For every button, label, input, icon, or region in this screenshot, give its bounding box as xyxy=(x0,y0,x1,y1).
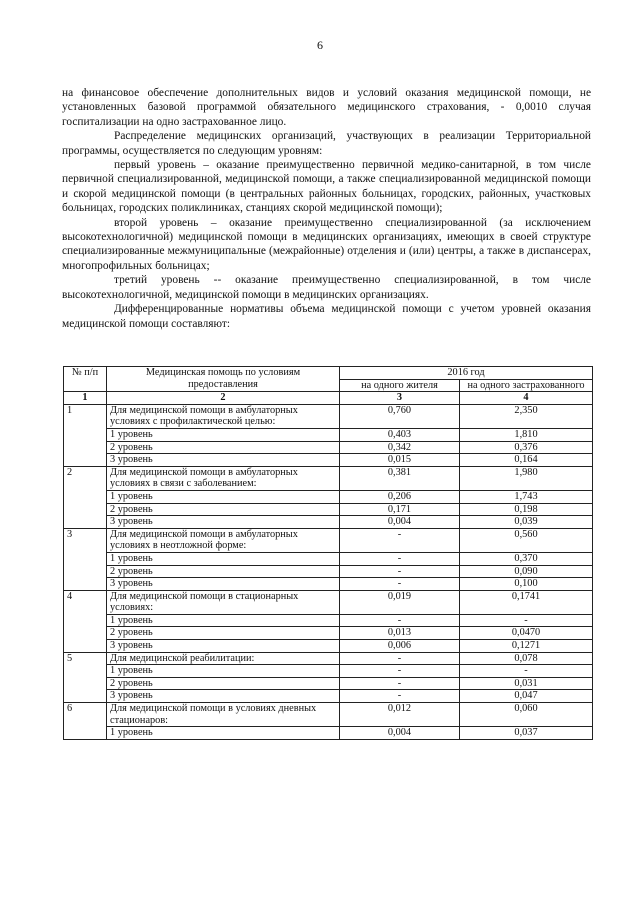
level-name: 2 уровень xyxy=(107,677,340,690)
value-per-resident: 0,381 xyxy=(340,466,460,490)
value-per-resident: 0,342 xyxy=(340,441,460,454)
value-per-resident: 0,206 xyxy=(340,490,460,503)
value-per-resident: 0,171 xyxy=(340,503,460,516)
header-per-resident: на одного жителя xyxy=(340,379,460,392)
value-per-resident: - xyxy=(340,578,460,591)
group-name: Для медицинской реабилитации: xyxy=(107,652,340,665)
value-per-resident: 0,012 xyxy=(340,703,460,727)
row-number: 5 xyxy=(64,652,107,702)
value-per-insured: 0,078 xyxy=(460,652,593,665)
table-row xyxy=(64,677,593,690)
row-number: 2 xyxy=(64,466,107,528)
table-row xyxy=(64,727,593,740)
table-row xyxy=(64,690,593,703)
value-per-resident: 0,004 xyxy=(340,727,460,740)
value-per-resident: - xyxy=(340,552,460,565)
value-per-resident: - xyxy=(340,665,460,678)
index-cell: 3 xyxy=(340,392,460,405)
value-per-insured: 0,031 xyxy=(460,677,593,690)
level-name: 1 уровень xyxy=(107,665,340,678)
row-number: 6 xyxy=(64,703,107,740)
value-per-insured: 1,743 xyxy=(460,490,593,503)
value-per-insured: 0,164 xyxy=(460,454,593,467)
header-num: № п/п xyxy=(64,367,107,392)
level-name: 1 уровень xyxy=(107,727,340,740)
table-row xyxy=(64,428,593,441)
header-per-insured: на одного застрахованного xyxy=(460,379,593,392)
table-row xyxy=(64,640,593,653)
value-per-resident: 0,019 xyxy=(340,590,460,614)
value-per-insured: - xyxy=(460,665,593,678)
value-per-insured: 1,810 xyxy=(460,428,593,441)
level-name: 2 уровень xyxy=(107,627,340,640)
table-row xyxy=(64,590,593,614)
value-per-insured: 0,560 xyxy=(460,528,593,552)
table-row xyxy=(64,466,593,490)
table-row xyxy=(64,503,593,516)
level-name: 2 уровень xyxy=(107,441,340,454)
paragraph: первый уровень – оказание преимущественно первичной медико-санитарной, в том числе первичной специализированной, медицинской помощи, а также специализированной медицинской помощи и скорой медицинской помощи (в центральных районных больницах, городских, районных, участковых больницах, городских поликлиниках, станциях скорой медицинской помощи); xyxy=(62,159,591,215)
value-per-resident: 0,013 xyxy=(340,627,460,640)
level-name: 3 уровень xyxy=(107,690,340,703)
value-per-insured: 0,060 xyxy=(460,703,593,727)
table-row xyxy=(64,578,593,591)
table-row xyxy=(64,627,593,640)
level-name: 2 уровень xyxy=(107,503,340,516)
page-number: 6 xyxy=(317,38,323,52)
index-cell: 2 xyxy=(107,392,340,405)
table-row xyxy=(64,552,593,565)
value-per-resident: - xyxy=(340,690,460,703)
value-per-insured: 0,198 xyxy=(460,503,593,516)
group-name: Для медицинской помощи в амбулаторных условиях в связи с заболеванием: xyxy=(107,466,340,490)
paragraph: третий уровень -- оказание преимущественно специализированной, в том числе высокотехнологичной, медицинской помощи в медицинских организациях. xyxy=(62,274,591,301)
value-per-resident: 0,004 xyxy=(340,516,460,529)
row-number: 4 xyxy=(64,590,107,652)
value-per-insured: - xyxy=(460,614,593,627)
row-number: 3 xyxy=(64,528,107,590)
header-year: 2016 год xyxy=(340,367,593,380)
group-name: Для медицинской помощи в условиях дневных стационаров: xyxy=(107,703,340,727)
group-name: Для медицинской помощи в амбулаторных условиях с профилактической целью: xyxy=(107,404,340,428)
table-row xyxy=(64,614,593,627)
table-row xyxy=(64,516,593,529)
value-per-insured: 0,037 xyxy=(460,727,593,740)
level-name: 3 уровень xyxy=(107,578,340,591)
value-per-insured: 1,980 xyxy=(460,466,593,490)
group-name: Для медицинской помощи в стационарных условиях: xyxy=(107,590,340,614)
value-per-resident: - xyxy=(340,652,460,665)
table-body xyxy=(64,404,593,739)
header-name: Медицинская помощь по условиям предоставления xyxy=(107,367,340,392)
value-per-resident: 0,403 xyxy=(340,428,460,441)
value-per-insured: 0,1271 xyxy=(460,640,593,653)
level-name: 3 уровень xyxy=(107,516,340,529)
paragraph: Дифференцированные нормативы объема медицинской помощи с учетом уровней оказания медицинской помощи составляют: xyxy=(62,303,591,330)
value-per-resident: - xyxy=(340,677,460,690)
value-per-insured: 0,100 xyxy=(460,578,593,591)
value-per-resident: - xyxy=(340,565,460,578)
level-name: 1 уровень xyxy=(107,552,340,565)
norms-table xyxy=(63,366,593,740)
value-per-resident: - xyxy=(340,528,460,552)
value-per-insured: 2,350 xyxy=(460,404,593,428)
level-name: 1 уровень xyxy=(107,490,340,503)
level-name: 3 уровень xyxy=(107,454,340,467)
value-per-insured: 0,0470 xyxy=(460,627,593,640)
table-row xyxy=(64,441,593,454)
table-row xyxy=(64,565,593,578)
row-number: 1 xyxy=(64,404,107,466)
index-cell: 1 xyxy=(64,392,107,405)
value-per-resident: 0,015 xyxy=(340,454,460,467)
level-name: 2 уровень xyxy=(107,565,340,578)
paragraph: на финансовое обеспечение дополнительных видов и условий оказания медицинской помощи, не установленных базовой программой обязательного медицинского страхования, - 0,0010 случая госпитализации на одно застрахованное лицо. xyxy=(62,87,591,128)
table-row xyxy=(64,404,593,428)
value-per-insured: 0,090 xyxy=(460,565,593,578)
value-per-resident: 0,760 xyxy=(340,404,460,428)
value-per-insured: 0,1741 xyxy=(460,590,593,614)
paragraph: второй уровень – оказание преимущественно специализированной (за исключением высокотехнологичной) медицинской помощи в медицинских организациях, имеющих в своей структуре специализированные межмуниципальные (межрайонные) отделения и (или) центры, а также в диспансерах, многопрофильных больницах; xyxy=(62,216,591,272)
value-per-insured: 0,047 xyxy=(460,690,593,703)
value-per-insured: 0,376 xyxy=(460,441,593,454)
value-per-resident: - xyxy=(340,614,460,627)
table-row xyxy=(64,703,593,727)
value-per-resident: 0,006 xyxy=(340,640,460,653)
group-name: Для медицинской помощи в амбулаторных условиях в неотложной форме: xyxy=(107,528,340,552)
value-per-insured: 0,039 xyxy=(460,516,593,529)
paragraph: Распределение медицинских организаций, участвующих в реализации Территориальной программы, осуществляется по следующим уровням: xyxy=(62,130,591,157)
table-row xyxy=(64,454,593,467)
value-per-insured: 0,370 xyxy=(460,552,593,565)
table-row xyxy=(64,652,593,665)
table-row xyxy=(64,490,593,503)
table-row xyxy=(64,528,593,552)
index-cell: 4 xyxy=(460,392,593,405)
table-row xyxy=(64,665,593,678)
level-name: 1 уровень xyxy=(107,614,340,627)
level-name: 3 уровень xyxy=(107,640,340,653)
level-name: 1 уровень xyxy=(107,428,340,441)
body-text xyxy=(62,86,591,331)
